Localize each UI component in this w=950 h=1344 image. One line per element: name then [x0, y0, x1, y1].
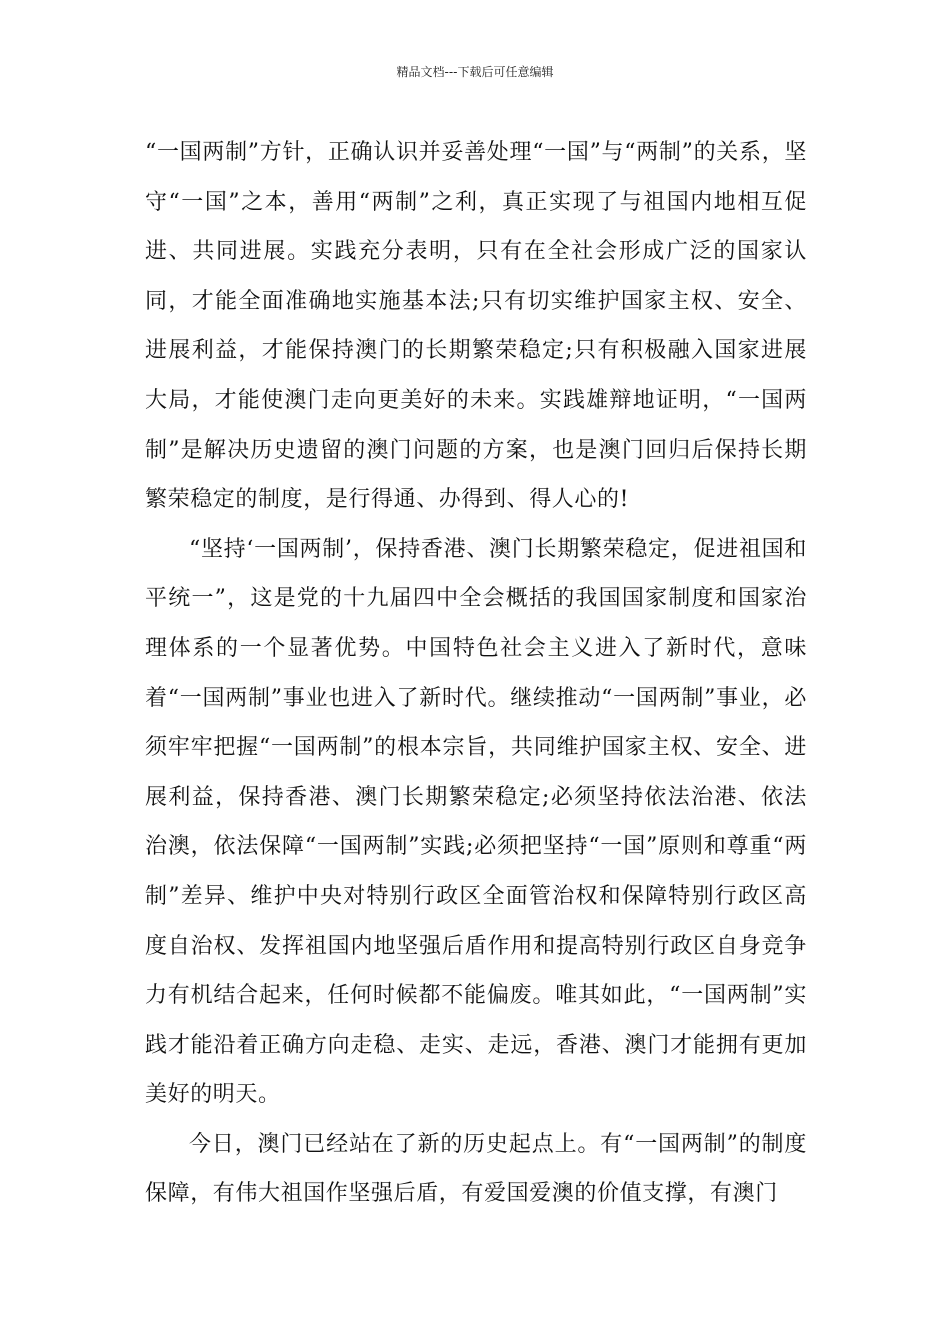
paragraph: 今日，澳门已经站在了新的历史起点上。有“一国两制”的制度保障，有伟大祖国作坚强后盾，有爱国爱澳的价值支撑，有澳门 — [145, 1131, 807, 1207]
paragraph-continued: “一国两制”方针，正确认识并妥善处理“一国”与“两制”的关系，坚守“一国”之本，善用“两制”之利，真正实现了与祖国内地相互促进、共同进展。实践充分表明，只有在全社会形成广泛的国家认同，才能全面准确地实施基本法;只有切实维护国家主权、安全、进展利益，才能保持澳门的长期繁荣稳定;只有积极融入国家进展大局，才能使澳门走向更美好的未来。实践雄辩地证明，“一国两制”是解决历史遗留的澳门问题的方案，也是澳门回归后保持长期繁荣稳定的制度，是行得通、办得到、得人心的! — [145, 140, 807, 513]
document-body — [145, 128, 807, 1219]
page-header: 精品文档---下载后可任意编辑 — [396, 65, 554, 79]
paragraph: “坚持‘一国两制’，保持香港、澳门长期繁荣稳定，促进祖国和平统一”，这是党的十九届四中全会概括的我国国家制度和国家治理体系的一个显著优势。中国特色社会主义进入了新时代，意味着“一国两制”事业也进入了新时代。继续推动“一国两制”事业，必须牢牢把握“一国两制”的根本宗旨，共同维护国家主权、安全、进展利益，保持香港、澳门长期繁荣稳定;必须坚持依法治港、依法治澳，依法保障“一国两制”实践;必须把坚持“一国”原则和尊重“两制”差异、维护中央对特别行政区全面管治权和保障特别行政区高度自治权、发挥祖国内地坚强后盾作用和提高特别行政区自身竞争力有机结合起来，任何时候都不能偏废。唯其如此，“一国两制”实践才能沿着正确方向走稳、走实、走远，香港、澳门才能拥有更加美好的明天。 — [145, 536, 807, 1108]
